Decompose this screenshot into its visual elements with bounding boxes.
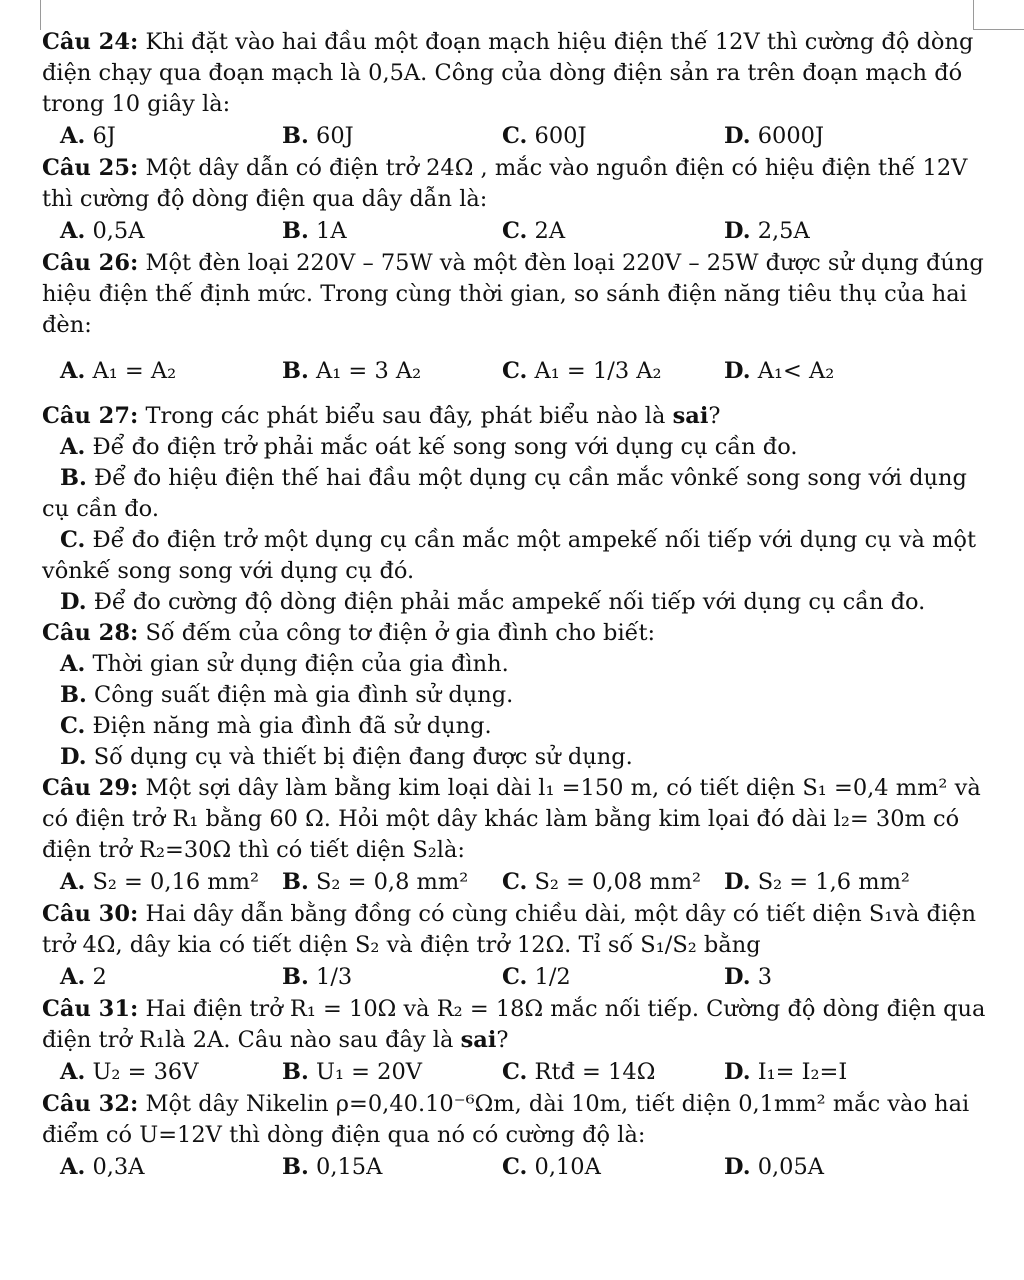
option-c-continued: vônkế song song với dụng cụ đó.	[42, 558, 415, 584]
option-a[interactable]: A. A₁ = A₂	[60, 357, 177, 384]
option-a[interactable]: A. 0,5A	[60, 218, 145, 244]
question-text: Một đèn loại 220V – 75W và một đèn loại 220V – 25W được sử dụng đúng	[145, 250, 984, 276]
question-label: Câu 32:	[42, 1091, 139, 1117]
option-a[interactable]: A. 2	[60, 964, 107, 990]
option-c[interactable]: C. 600J	[502, 123, 587, 149]
answer-options	[42, 1151, 972, 1184]
option-c[interactable]: C. Rtđ = 14Ω	[502, 1059, 656, 1085]
option-b[interactable]: B. U₁ = 20V	[282, 1059, 423, 1085]
question-label: Câu 29:	[42, 775, 139, 801]
question-32	[42, 1089, 972, 1184]
option-b[interactable]: B. A₁ = 3 A₂	[282, 357, 422, 384]
question-text: Một dây dẫn có điện trở 24Ω , mắc vào nguồn điện có hiệu điện thế 12V	[145, 155, 968, 181]
option-d[interactable]: D. 0,05A	[724, 1154, 825, 1180]
question-text: điện trở R₁là 2A. Câu nào sau đây là	[42, 1027, 454, 1053]
option-b[interactable]: B. S₂ = 0,8 mm²	[282, 869, 469, 895]
question-label: Câu 26:	[42, 250, 139, 276]
answer-options	[42, 215, 972, 248]
question-text: trong 10 giây là:	[42, 91, 231, 117]
question-label: Câu 31:	[42, 996, 139, 1022]
question-text: Khi đặt vào hai đầu một đoạn mạch hiệu điện thế 12V thì cường độ dòng	[145, 29, 974, 55]
option-a[interactable]: A. Để đo điện trở phải mắc oát kế song song với dụng cụ cần đo.	[60, 434, 798, 460]
question-25	[42, 153, 972, 248]
option-c[interactable]: C. S₂ = 0,08 mm²	[502, 869, 702, 895]
emphasis-word: sai	[672, 403, 709, 429]
option-b[interactable]: B. 0,15A	[282, 1154, 383, 1180]
option-c[interactable]: C. A₁ = 1/3 A₂	[502, 357, 662, 384]
option-c[interactable]: C. Để đo điện trở một dụng cụ cần mắc một ampekế nối tiếp với dụng cụ và một	[60, 527, 977, 553]
question-text: Một dây Nikelin ρ=0,40.10⁻⁶Ωm, dài 10m, tiết diện 0,1mm² mắc vào hai	[145, 1091, 970, 1117]
option-b[interactable]: B. 60J	[282, 123, 354, 149]
option-c[interactable]: C. Điện năng mà gia đình đã sử dụng.	[60, 713, 492, 739]
answer-options	[42, 341, 972, 401]
question-text: điện chạy qua đoạn mạch là 0,5A. Công của dòng điện sản ra trên đoạn mạch đó	[42, 60, 963, 86]
question-text: điểm có U=12V thì dòng điện qua nó có cường độ là:	[42, 1122, 646, 1148]
option-d[interactable]: D. Số dụng cụ và thiết bị điện đang được sử dụng.	[60, 744, 633, 770]
option-a[interactable]: A. 6J	[60, 123, 116, 149]
question-31: Câu 31: Hai điện trở R₁ = 10Ω và R₂ = 18Ω mắc nối tiếp. Cường độ dòng điện qua điện trở R₁là 2A. Câu nào sau đây là sai? A. U₂ = 36V B. U₁ = 20V C. Rtđ = 14Ω D. I₁= I₂=I	[42, 994, 972, 1089]
option-b[interactable]: B. 1A	[282, 218, 347, 244]
option-a[interactable]: A. 0,3A	[60, 1154, 145, 1180]
answer-options	[42, 866, 972, 899]
question-label: Câu 24:	[42, 29, 139, 55]
option-b[interactable]: B. Để đo hiệu điện thế hai đầu một dụng cụ cần mắc vônkế song song với dụng	[60, 465, 967, 491]
question-label: Câu 27:	[42, 403, 139, 429]
option-d[interactable]: D. A₁< A₂	[724, 357, 835, 384]
option-c[interactable]: C. 0,10A	[502, 1154, 601, 1180]
question-24	[42, 27, 972, 153]
emphasis-word: sai	[460, 1027, 497, 1053]
question-text: đèn:	[42, 312, 92, 338]
option-c[interactable]: C. 1/2	[502, 964, 571, 990]
question-text: Số đếm của công tơ điện ở gia đình cho biết:	[145, 620, 656, 646]
option-c[interactable]: C. 2A	[502, 218, 566, 244]
question-text: hiệu điện thế định mức. Trong cùng thời gian, so sánh điện năng tiêu thụ của hai	[42, 281, 967, 307]
option-a[interactable]: A. S₂ = 0,16 mm²	[60, 869, 259, 895]
page-corner-mark-right-horizontal	[973, 29, 1024, 30]
option-b-continued: cụ cần đo.	[42, 496, 159, 522]
option-d[interactable]: D. 3	[724, 964, 773, 990]
option-a[interactable]: A. Thời gian sử dụng điện của gia đình.	[60, 651, 509, 677]
question-text: Trong các phát biểu sau đây, phát biểu nào là	[145, 403, 666, 429]
question-text: thì cường độ dòng điện qua dây dẫn là:	[42, 186, 488, 212]
answer-options	[42, 120, 972, 153]
option-d[interactable]: D. I₁= I₂=I	[724, 1059, 848, 1085]
question-text: có điện trở R₁ bằng 60 Ω. Hỏi một dây khác làm bằng kim lọai đó dài l₂= 30m có	[42, 806, 960, 832]
option-a[interactable]: A. U₂ = 36V	[60, 1059, 199, 1085]
page-corner-mark-right	[973, 0, 974, 30]
option-d[interactable]: D. S₂ = 1,6 mm²	[724, 869, 910, 895]
question-text: điện trở R₂=30Ω thì có tiết diện S₂là:	[42, 837, 465, 863]
worksheet	[42, 27, 986, 1184]
option-d[interactable]: D. 2,5A	[724, 218, 810, 244]
question-29	[42, 773, 981, 899]
answer-options	[42, 961, 972, 994]
question-text: Một sợi dây làm bằng kim loại dài l₁ =150 m, có tiết diện S₁ =0,4 mm² và	[145, 775, 981, 801]
question-26	[42, 248, 984, 401]
option-b[interactable]: B. Công suất điện mà gia đình sử dụng.	[60, 682, 514, 708]
question-label: Câu 28:	[42, 620, 139, 646]
question-30	[42, 899, 976, 994]
question-label: Câu 30:	[42, 901, 139, 927]
page-corner-mark-left	[40, 0, 41, 30]
answer-options	[42, 1056, 972, 1089]
question-text: Hai dây dẫn bằng đồng có cùng chiều dài, một dây có tiết diện S₁và điện	[145, 901, 976, 927]
option-b[interactable]: B. 1/3	[282, 964, 353, 990]
question-28	[42, 618, 972, 773]
question-27: Câu 27: Trong các phát biểu sau đây, phát biểu nào là sai? A. Để đo điện trở phải mắc oát kế song song với dụng cụ cần đo. B. Để đo hiệu điện thế hai đầu một dụng cụ cần mắc vônkế song song với dụng cụ cần đo. C. Để đo điện trở một dụng cụ cần mắc một ampekế nối tiếp với dụng cụ và một vônkế song song với dụng cụ đó. D. Để đo cường độ dòng điện phải mắc ampekế nối tiếp với dụng cụ cần đo.	[42, 401, 972, 618]
option-d[interactable]: D. 6000J	[724, 123, 824, 149]
question-text: trở 4Ω, dây kia có tiết diện S₂ và điện trở 12Ω. Tỉ số S₁/S₂ bằng	[42, 932, 761, 958]
question-text: Hai điện trở R₁ = 10Ω và R₂ = 18Ω mắc nối tiếp. Cường độ dòng điện qua	[145, 996, 986, 1022]
question-label: Câu 25:	[42, 155, 139, 181]
option-d[interactable]: D. Để đo cường độ dòng điện phải mắc ampekế nối tiếp với dụng cụ cần đo.	[60, 589, 926, 615]
